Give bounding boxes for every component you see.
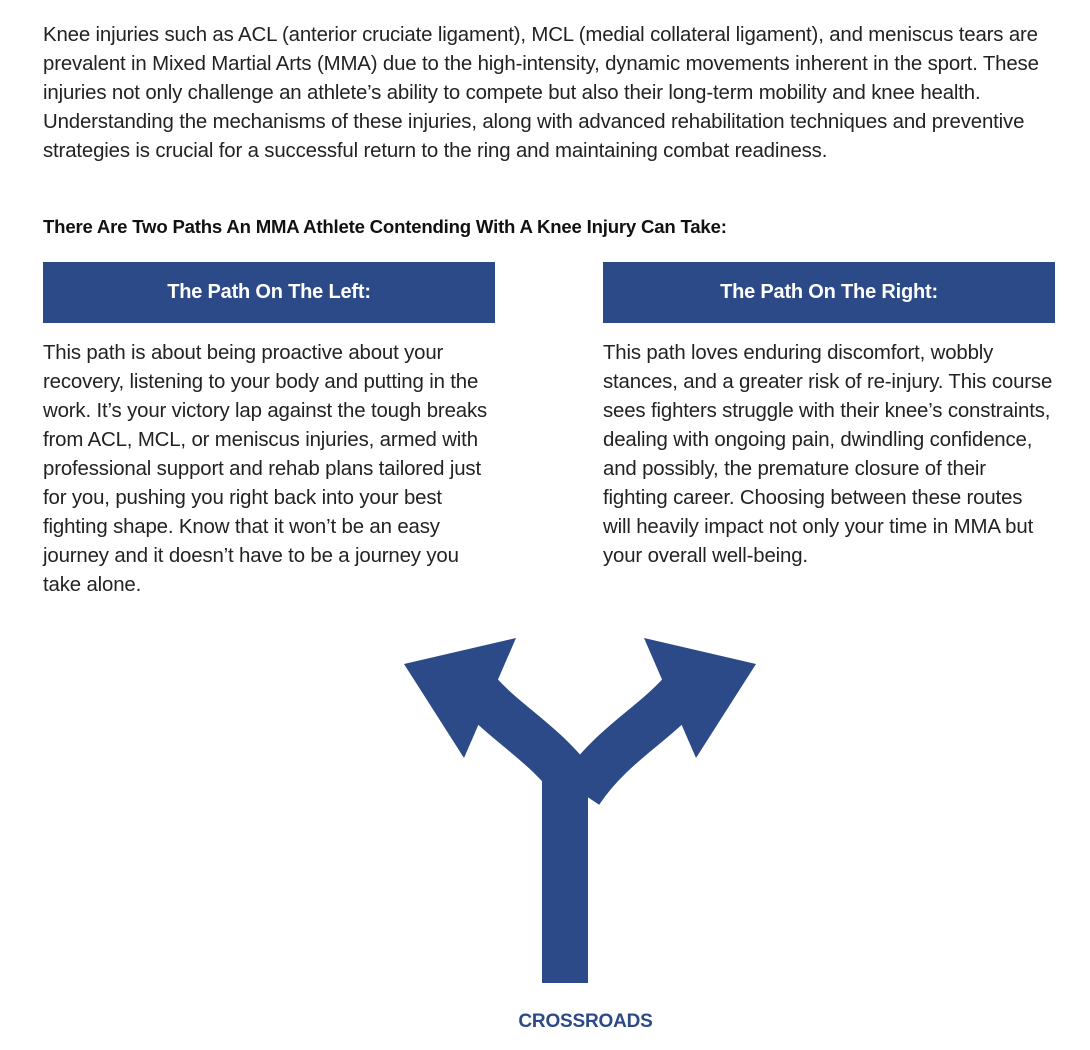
right-path-header: [603, 262, 1055, 323]
right-path-body: This path loves enduring discomfort, wobbly stances, and a greater risk of re-injury. This course sees fighters struggle with their knee’s constraints, dealing with ongoing pain, dwindling confidence, and possibly, the premature closure of their fighting career. Choosing between these routes will heavily impact not only your time in MMA but your overall well-being.: [603, 342, 1053, 567]
section-heading: There Are Two Paths An MMA Athlete Contending With A Knee Injury Can Take:: [43, 216, 727, 237]
stem: [542, 772, 588, 983]
right-branch: [580, 694, 680, 792]
left-path-title: The Path On The Left:: [167, 281, 371, 303]
left-path-column: [43, 262, 495, 600]
fork-arrow-icon: [400, 632, 760, 987]
intro-paragraph: Knee injuries such as ACL (anterior cruciate ligament), MCL (medial collateral ligament), and meniscus tears are prevalent in Mixed Martial Arts (MMA) due to the high-intensity, dynamic movements inherent in the sport. These injuries not only challenge an athlete’s ability to compete but also their long-term mobility and knee health. Understanding the mechanisms of these injuries, along with advanced rehabilitation techniques and preventive strategies is crucial for a successful return to the ring and maintaining combat readiness.: [43, 24, 1039, 162]
crossroads-label: CROSSROADS: [518, 1011, 653, 1032]
right-path-column: [603, 262, 1055, 571]
right-path-title: The Path On The Right:: [720, 281, 938, 303]
left-path-header: [43, 262, 495, 323]
left-path-body: This path is about being proactive about your recovery, listening to your body and putting in the work. It’s your victory lap against the tough breaks from ACL, MCL, or meniscus injuries, armed with professional support and rehab plans tailored just for you, pushing you right back into your best fighting shape. Know that it won’t be an easy journey and it doesn’t have to be a journey you take alone.: [43, 342, 488, 596]
